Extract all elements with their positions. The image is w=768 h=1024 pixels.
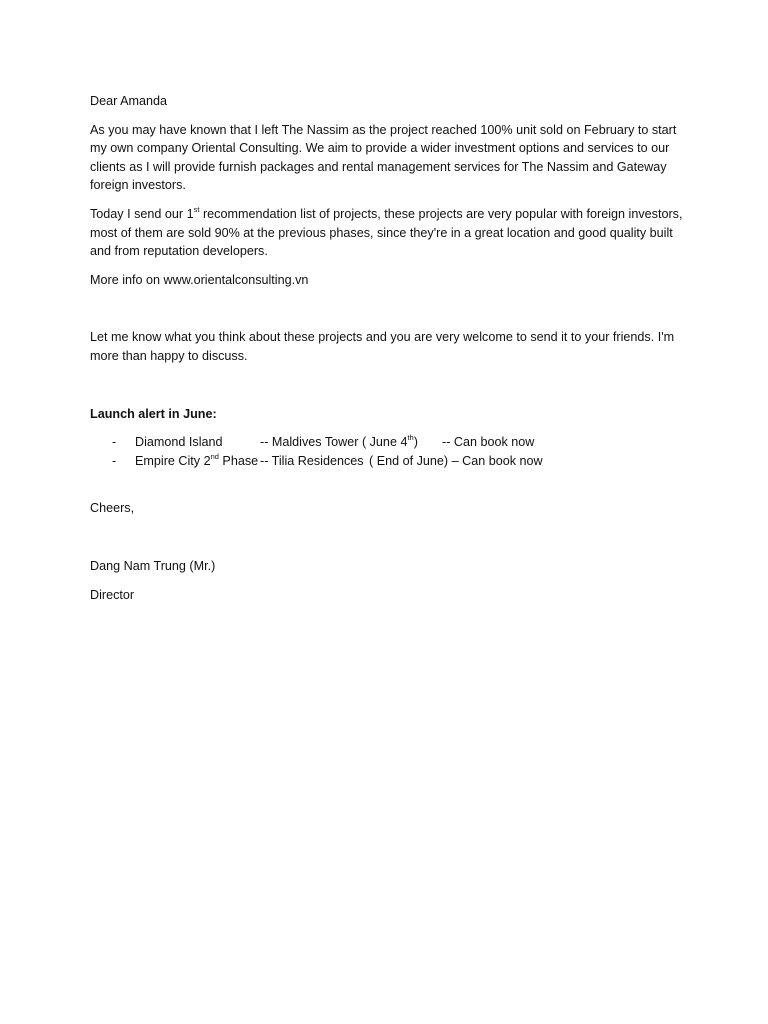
spacer xyxy=(90,299,690,328)
recommendation-text-end: recommendation list of projects, these projects are very popular with foreign investors, most of them are sold 90% at the previous phases, since they're in a great location and good quality built and from reputation developers. xyxy=(90,206,683,259)
bullet-dash: - xyxy=(112,435,117,450)
ordinal-suffix: st xyxy=(193,204,200,214)
intro-paragraph: As you may have known that I left The Nassim as the project reached 100% unit sold on February to start my own company Oriental Consulting. We aim to provide a wider investment options and services to our clients as I will provide furnish packages and rental management services for The Nassim and Gateway foreign investors. xyxy=(90,122,677,193)
project-detail xyxy=(260,433,418,452)
project-detail: -- Tilia Residences xyxy=(260,453,364,468)
recommendation-paragraph xyxy=(90,205,690,261)
signature-name: Dang Nam Trung (Mr.) xyxy=(90,558,216,573)
project-name: Diamond Island xyxy=(135,435,223,450)
spacer xyxy=(90,470,690,499)
project-name-start: Empire City 2 xyxy=(135,453,211,468)
launch-list xyxy=(90,433,690,470)
booking-status: -- Can book now xyxy=(442,435,535,450)
project-name-end: Phase xyxy=(218,453,259,468)
project-name xyxy=(135,452,258,471)
letter-body xyxy=(90,92,690,614)
spacer xyxy=(90,376,690,405)
salutation: Dear Amanda xyxy=(90,94,168,108)
ordinal-suffix: th xyxy=(407,432,414,442)
list-item xyxy=(90,433,690,452)
recommendation-text-start: Today I send our 1 xyxy=(90,206,194,221)
ordinal-suffix: nd xyxy=(210,451,219,461)
launch-heading: Launch alert in June: xyxy=(90,406,217,421)
list-item xyxy=(90,452,690,471)
bullet-dash: - xyxy=(112,453,117,468)
spacer xyxy=(90,528,690,557)
closing: Cheers, xyxy=(90,501,135,516)
project-detail-start: -- Maldives Tower ( June 4 xyxy=(260,435,408,450)
feedback-paragraph: Let me know what you think about these projects and you are very welcome to send it to your friends. I'm more than happy to discuss. xyxy=(90,330,675,363)
project-detail-end: ) xyxy=(413,435,418,450)
booking-status: ( End of June) – Can book now xyxy=(369,453,543,468)
more-info-line: More info on www.orientalconsulting.vn xyxy=(90,272,309,287)
signature-title: Director xyxy=(90,587,135,602)
